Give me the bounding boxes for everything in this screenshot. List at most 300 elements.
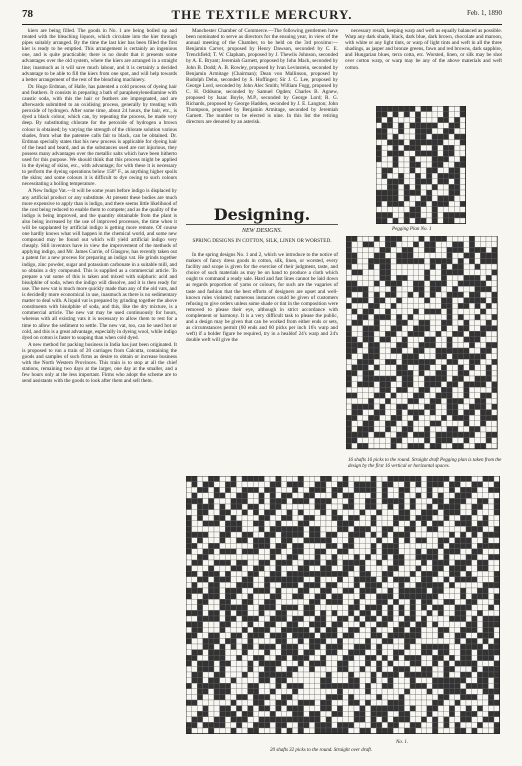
grid-cell: [466, 532, 472, 538]
grid-cell: [388, 510, 394, 516]
grid-cell: [483, 482, 489, 488]
grid-cell: [391, 354, 397, 360]
grid-cell: [492, 426, 498, 432]
grid-cell: [248, 487, 254, 493]
grid-cell: [357, 365, 363, 371]
grid-cell: [430, 376, 436, 382]
grid-cell: [472, 666, 478, 672]
grid-cell: [455, 672, 461, 678]
grid-cell: [492, 264, 498, 270]
grid-cell: [231, 722, 237, 728]
grid-cell: [320, 510, 326, 516]
grid-cell: [376, 173, 382, 179]
paragraph: A new method for packing business in India has just been originated. It is proposed to run a train of 20 carriages from Calcutta, containing the goods and samples of such firms as desire to obtain or increase business with the North Western Provinces. This train is to stop at all the chief stations, remaining two days at the larger, one day at the smaller, and a few hours only at the less important. Firms who adopt the scheme are to send assistants with the goods to look after them and sell them.: [22, 341, 177, 385]
grid-cell: [427, 599, 433, 605]
grid-cell: [464, 443, 470, 449]
grid-cell: [348, 571, 354, 577]
grid-cell: [483, 554, 489, 560]
grid-cell: [309, 482, 315, 488]
grid-cell: [208, 700, 214, 706]
grid-cell: [454, 112, 460, 118]
grid-cell: [197, 678, 203, 684]
grid-cell: [449, 498, 455, 504]
grid-cell: [304, 482, 310, 488]
grid-cell: [248, 498, 254, 504]
grid-cell: [374, 354, 380, 360]
grid-cell: [385, 326, 391, 332]
grid-cell: [281, 666, 287, 672]
grid-cell: [304, 706, 310, 712]
grid-cell: [488, 633, 494, 639]
grid-cell: [432, 661, 438, 667]
grid-cell: [436, 314, 442, 320]
grid-cell: [354, 711, 360, 717]
grid-cell: [357, 348, 363, 354]
grid-cell: [225, 666, 231, 672]
grid-cell: [346, 337, 352, 343]
grid-cell: [466, 588, 472, 594]
grid-cell: [270, 638, 276, 644]
grid-cell: [270, 510, 276, 516]
grid-cell: [186, 526, 192, 532]
grid-cell: [309, 498, 315, 504]
grid-cell: [399, 655, 405, 661]
grid-cell: [421, 672, 427, 678]
grid-cell: [264, 700, 270, 706]
grid-cell: [332, 622, 338, 628]
grid-cell: [388, 700, 394, 706]
grid-cell: [365, 644, 371, 650]
grid-cell: [449, 633, 455, 639]
grid-cell: [354, 510, 360, 516]
grid-cell: [281, 594, 287, 600]
grid-cell: [332, 476, 338, 482]
grid-cell: [421, 711, 427, 717]
grid-cell: [225, 493, 231, 499]
grid-cell: [315, 683, 321, 689]
grid-cell: [354, 616, 360, 622]
grid-cell: [441, 242, 447, 248]
grid-cell: [438, 510, 444, 516]
grid-cell: [404, 498, 410, 504]
grid-cell: [253, 532, 259, 538]
grid-cell: [231, 700, 237, 706]
grid-cell: [315, 616, 321, 622]
grid-cell: [382, 156, 388, 162]
grid-cell: [438, 156, 444, 162]
grid-cell: [458, 387, 464, 393]
grid-cell: [298, 543, 304, 549]
grid-cell: [343, 498, 349, 504]
grid-cell: [360, 521, 366, 527]
grid-cell: [354, 582, 360, 588]
grid-cell: [259, 476, 265, 482]
grid-cell: [374, 376, 380, 382]
grid-cell: [472, 577, 478, 583]
grid-cell: [402, 314, 408, 320]
grid-cell: [494, 510, 500, 516]
grid-cell: [416, 622, 422, 628]
grid-cell: [231, 543, 237, 549]
grid-cell: [455, 487, 461, 493]
grid-cell: [427, 706, 433, 712]
grid-cell: [460, 571, 466, 577]
grid-cell: [208, 722, 214, 728]
grid-cell: [438, 201, 444, 207]
grid-cell: [253, 728, 259, 734]
grid-cell: [413, 253, 419, 259]
grid-cell: [387, 218, 393, 224]
grid-cell: [399, 610, 405, 616]
grid-cell: [360, 700, 366, 706]
grid-cell: [486, 298, 492, 304]
grid-cell: [360, 644, 366, 650]
grid-cell: [432, 678, 438, 684]
grid-cell: [208, 510, 214, 516]
grid-cell: [253, 549, 259, 555]
grid-cell: [444, 582, 450, 588]
grid-cell: [419, 281, 425, 287]
grid-cell: [363, 365, 369, 371]
grid-cell: [382, 566, 388, 572]
grid-cell: [438, 616, 444, 622]
grid-cell: [304, 638, 310, 644]
grid-cell: [424, 421, 430, 427]
grid-cell: [363, 275, 369, 281]
grid-cell: [421, 112, 427, 118]
grid-cell: [396, 326, 402, 332]
grid-cell: [368, 292, 374, 298]
grid-cell: [298, 610, 304, 616]
grid-cell: [447, 292, 453, 298]
grid-cell: [270, 722, 276, 728]
grid-cell: [368, 365, 374, 371]
grid-cell: [486, 292, 492, 298]
grid-cell: [393, 173, 399, 179]
grid-cell: [357, 298, 363, 304]
grid-cell: [436, 247, 442, 253]
grid-cell: [430, 275, 436, 281]
grid-cell: [483, 571, 489, 577]
grid-cell: [197, 616, 203, 622]
grid-cell: [480, 432, 486, 438]
grid-cell: [441, 337, 447, 343]
grid-cell: [441, 298, 447, 304]
grid-cell: [410, 700, 416, 706]
grid-cell: [494, 493, 500, 499]
grid-cell: [365, 482, 371, 488]
grid-cell: [382, 577, 388, 583]
grid-cell: [208, 666, 214, 672]
grid-cell: [404, 571, 410, 577]
grid-cell: [449, 173, 455, 179]
grid-cell: [231, 610, 237, 616]
grid-cell: [492, 348, 498, 354]
grid-cell: [449, 722, 455, 728]
grid-cell: [408, 370, 414, 376]
grid-cell: [292, 571, 298, 577]
grid-cell: [287, 582, 293, 588]
grid-cell: [253, 622, 259, 628]
grid-cell: [469, 242, 475, 248]
grid-cell: [346, 264, 352, 270]
grid-cell: [424, 236, 430, 242]
grid-cell: [270, 678, 276, 684]
grid-cell: [483, 678, 489, 684]
grid-cell: [214, 638, 220, 644]
grid-cell: [494, 700, 500, 706]
grid-cell: [309, 571, 315, 577]
grid-cell: [464, 298, 470, 304]
grid-cell: [292, 678, 298, 684]
grid-cell: [298, 717, 304, 723]
grid-cell: [399, 633, 405, 639]
grid-cell: [460, 207, 466, 213]
grid-cell: [186, 633, 192, 639]
grid-cell: [494, 711, 500, 717]
grid-cell: [404, 515, 410, 521]
grid-cell: [393, 672, 399, 678]
grid-cell: [419, 438, 425, 444]
grid-cell: [447, 275, 453, 281]
grid-cell: [460, 666, 466, 672]
grid-cell: [220, 515, 226, 521]
grid-cell: [494, 655, 500, 661]
grid-cell: [404, 616, 410, 622]
grid-cell: [408, 337, 414, 343]
grid-cell: [391, 247, 397, 253]
grid-cell: [292, 633, 298, 639]
grid-cell: [419, 270, 425, 276]
grid-cell: [427, 476, 433, 482]
grid-cell: [421, 212, 427, 218]
grid-cell: [447, 393, 453, 399]
grid-cell: [458, 292, 464, 298]
grid-cell: [315, 672, 321, 678]
grid-cell: [455, 622, 461, 628]
grid-cell: [354, 504, 360, 510]
grid-cell: [326, 582, 332, 588]
grid-cell: [276, 571, 282, 577]
grid-cell: [455, 566, 461, 572]
grid-cell: [449, 543, 455, 549]
grid-cell: [374, 247, 380, 253]
grid-cell: [352, 393, 358, 399]
grid-cell: [449, 145, 455, 151]
grid-cell: [360, 599, 366, 605]
grid-cell: [430, 370, 436, 376]
grid-cell: [402, 275, 408, 281]
grid-cell: [466, 610, 472, 616]
grid-cell: [292, 706, 298, 712]
grid-cell: [309, 605, 315, 611]
grid-cell: [343, 661, 349, 667]
grid-cell: [363, 438, 369, 444]
grid-cell: [203, 706, 209, 712]
grid-cell: [432, 577, 438, 583]
grid-cell: [483, 694, 489, 700]
grid-cell: [492, 236, 498, 242]
grid-cell: [371, 622, 377, 628]
grid-cell: [287, 543, 293, 549]
grid-cell: [214, 622, 220, 628]
grid-cell: [458, 376, 464, 382]
grid-cell: [332, 711, 338, 717]
grid-cell: [455, 521, 461, 527]
grid-cell: [357, 398, 363, 404]
grid-cell: [309, 711, 315, 717]
grid-cell: [337, 644, 343, 650]
grid-cell: [452, 438, 458, 444]
grid-cell: [488, 482, 494, 488]
grid-cell: [287, 588, 293, 594]
grid-cell: [309, 594, 315, 600]
grid-cell: [376, 476, 382, 482]
grid-cell: [352, 298, 358, 304]
grid-cell: [443, 168, 449, 174]
grid-cell: [388, 549, 394, 555]
grid-cell: [197, 482, 203, 488]
grid-cell: [231, 717, 237, 723]
grid-cell: [413, 359, 419, 365]
paragraph: Dr. Hugo Erdman, of Halle, has patented a cold process of dyeing hair and feathers. It consists in preparing a bath of paraphenylenediamine with caustic soda, with this the hair or feathers are impregnated, and are afterwards submitted to an oxidising process, generally by treating with peroxide of hydrogen. After some time, about 24 hours, the hair, etc., is dyed a black colour, which can, by repeating the process, be made very deep. By substituting chlorate for the peroxide of hydrogen a brown colour is obtained; by varying the strength of the chlorate solution various shades, from what the patentee calls fair to black, can be obtained. Dr. Erdman specially states that his new process is applicable for dyeing hair of the head and beard, and as the substances used are not injurious, they possess many advantages over the metallic salts which have been hitherto used for this purpose. We should think that this process might be applied in the dyeing of skins, etc., with advantage; for with these it is necessary to perform the dyeing operations below 150° F., as anything higher spoils the skins; and some colours it is difficult to dye owing to such colours necessitating a boiling temperature.: [22, 83, 177, 188]
grid-cell: [276, 521, 282, 527]
grid-cell: [393, 689, 399, 695]
grid-cell: [452, 309, 458, 315]
grid-cell: [352, 314, 358, 320]
grid-cell: [298, 627, 304, 633]
grid-cell: [236, 521, 242, 527]
grid-cell: [197, 728, 203, 734]
grid-cell: [449, 549, 455, 555]
grid-cell: [287, 661, 293, 667]
grid-cell: [315, 627, 321, 633]
grid-cell: [315, 560, 321, 566]
grid-cell: [449, 168, 455, 174]
grid-cell: [326, 566, 332, 572]
grid-cell: [427, 638, 433, 644]
grid-cell: [248, 532, 254, 538]
grid-cell: [270, 582, 276, 588]
grid-cell: [242, 482, 248, 488]
grid-cell: [208, 594, 214, 600]
grid-cell: [426, 106, 432, 112]
grid-cell: [387, 201, 393, 207]
grid-cell: [413, 303, 419, 309]
grid-cell: [315, 633, 321, 639]
grid-cell: [494, 616, 500, 622]
grid-cell: [494, 599, 500, 605]
grid-cell: [374, 393, 380, 399]
grid-cell: [220, 678, 226, 684]
grid-cell: [494, 722, 500, 728]
grid-cell: [382, 493, 388, 499]
grid-cell: [346, 281, 352, 287]
grid-cell: [214, 678, 220, 684]
grid-cell: [259, 538, 265, 544]
grid-cell: [454, 156, 460, 162]
grid-cell: [225, 610, 231, 616]
grid-cell: [424, 359, 430, 365]
grid-cell: [443, 145, 449, 151]
grid-cell: [391, 382, 397, 388]
grid-cell: [464, 326, 470, 332]
grid-cell: [326, 577, 332, 583]
grid-cell: [197, 498, 203, 504]
grid-cell: [214, 476, 220, 482]
grid-cell: [264, 717, 270, 723]
grid-cell: [298, 644, 304, 650]
grid-cell: [354, 638, 360, 644]
grid-cell: [488, 627, 494, 633]
grid-cell: [248, 717, 254, 723]
grid-cell: [475, 242, 481, 248]
grid-cell: [469, 298, 475, 304]
grid-cell: [391, 410, 397, 416]
grid-cell: [466, 538, 472, 544]
grid-cell: [352, 376, 358, 382]
grid-cell: [387, 173, 393, 179]
grid-cell: [248, 515, 254, 521]
grid-cell: [264, 644, 270, 650]
grid-cell: [363, 398, 369, 404]
grid-cell: [449, 706, 455, 712]
grid-cell: [365, 661, 371, 667]
grid-cell: [276, 599, 282, 605]
grid-cell: [343, 594, 349, 600]
grid-cell: [421, 184, 427, 190]
grid-cell: [197, 588, 203, 594]
grid-cell: [466, 577, 472, 583]
grid-cell: [371, 504, 377, 510]
grid-cell: [360, 610, 366, 616]
grid-cell: [385, 432, 391, 438]
grid-cell: [438, 672, 444, 678]
grid-cell: [402, 286, 408, 292]
grid-cell: [354, 689, 360, 695]
grid-cell: [393, 168, 399, 174]
grid-cell: [292, 577, 298, 583]
grid-cell: [447, 264, 453, 270]
grid-cell: [304, 493, 310, 499]
grid-cell: [203, 711, 209, 717]
grid-cell: [236, 627, 242, 633]
grid-cell: [477, 683, 483, 689]
grid-cell: [404, 694, 410, 700]
grid-cell: [365, 487, 371, 493]
grid-cell: [326, 633, 332, 639]
grid-cell: [480, 415, 486, 421]
grid-cell: [449, 201, 455, 207]
grid-cell: [438, 196, 444, 202]
grid-cell: [460, 588, 466, 594]
grid-cell: [427, 532, 433, 538]
grid-cell: [348, 594, 354, 600]
grid-cell: [483, 493, 489, 499]
grid-cell: [368, 432, 374, 438]
grid-cell: [264, 521, 270, 527]
grid-cell: [281, 700, 287, 706]
grid-cell: [396, 253, 402, 259]
grid-cell: [298, 577, 304, 583]
grid-cell: [415, 151, 421, 157]
grid-cell: [357, 354, 363, 360]
grid-cell: [460, 117, 466, 123]
grid-cell: [444, 549, 450, 555]
grid-cell: [368, 348, 374, 354]
grid-cell: [441, 258, 447, 264]
grid-cell: [332, 538, 338, 544]
